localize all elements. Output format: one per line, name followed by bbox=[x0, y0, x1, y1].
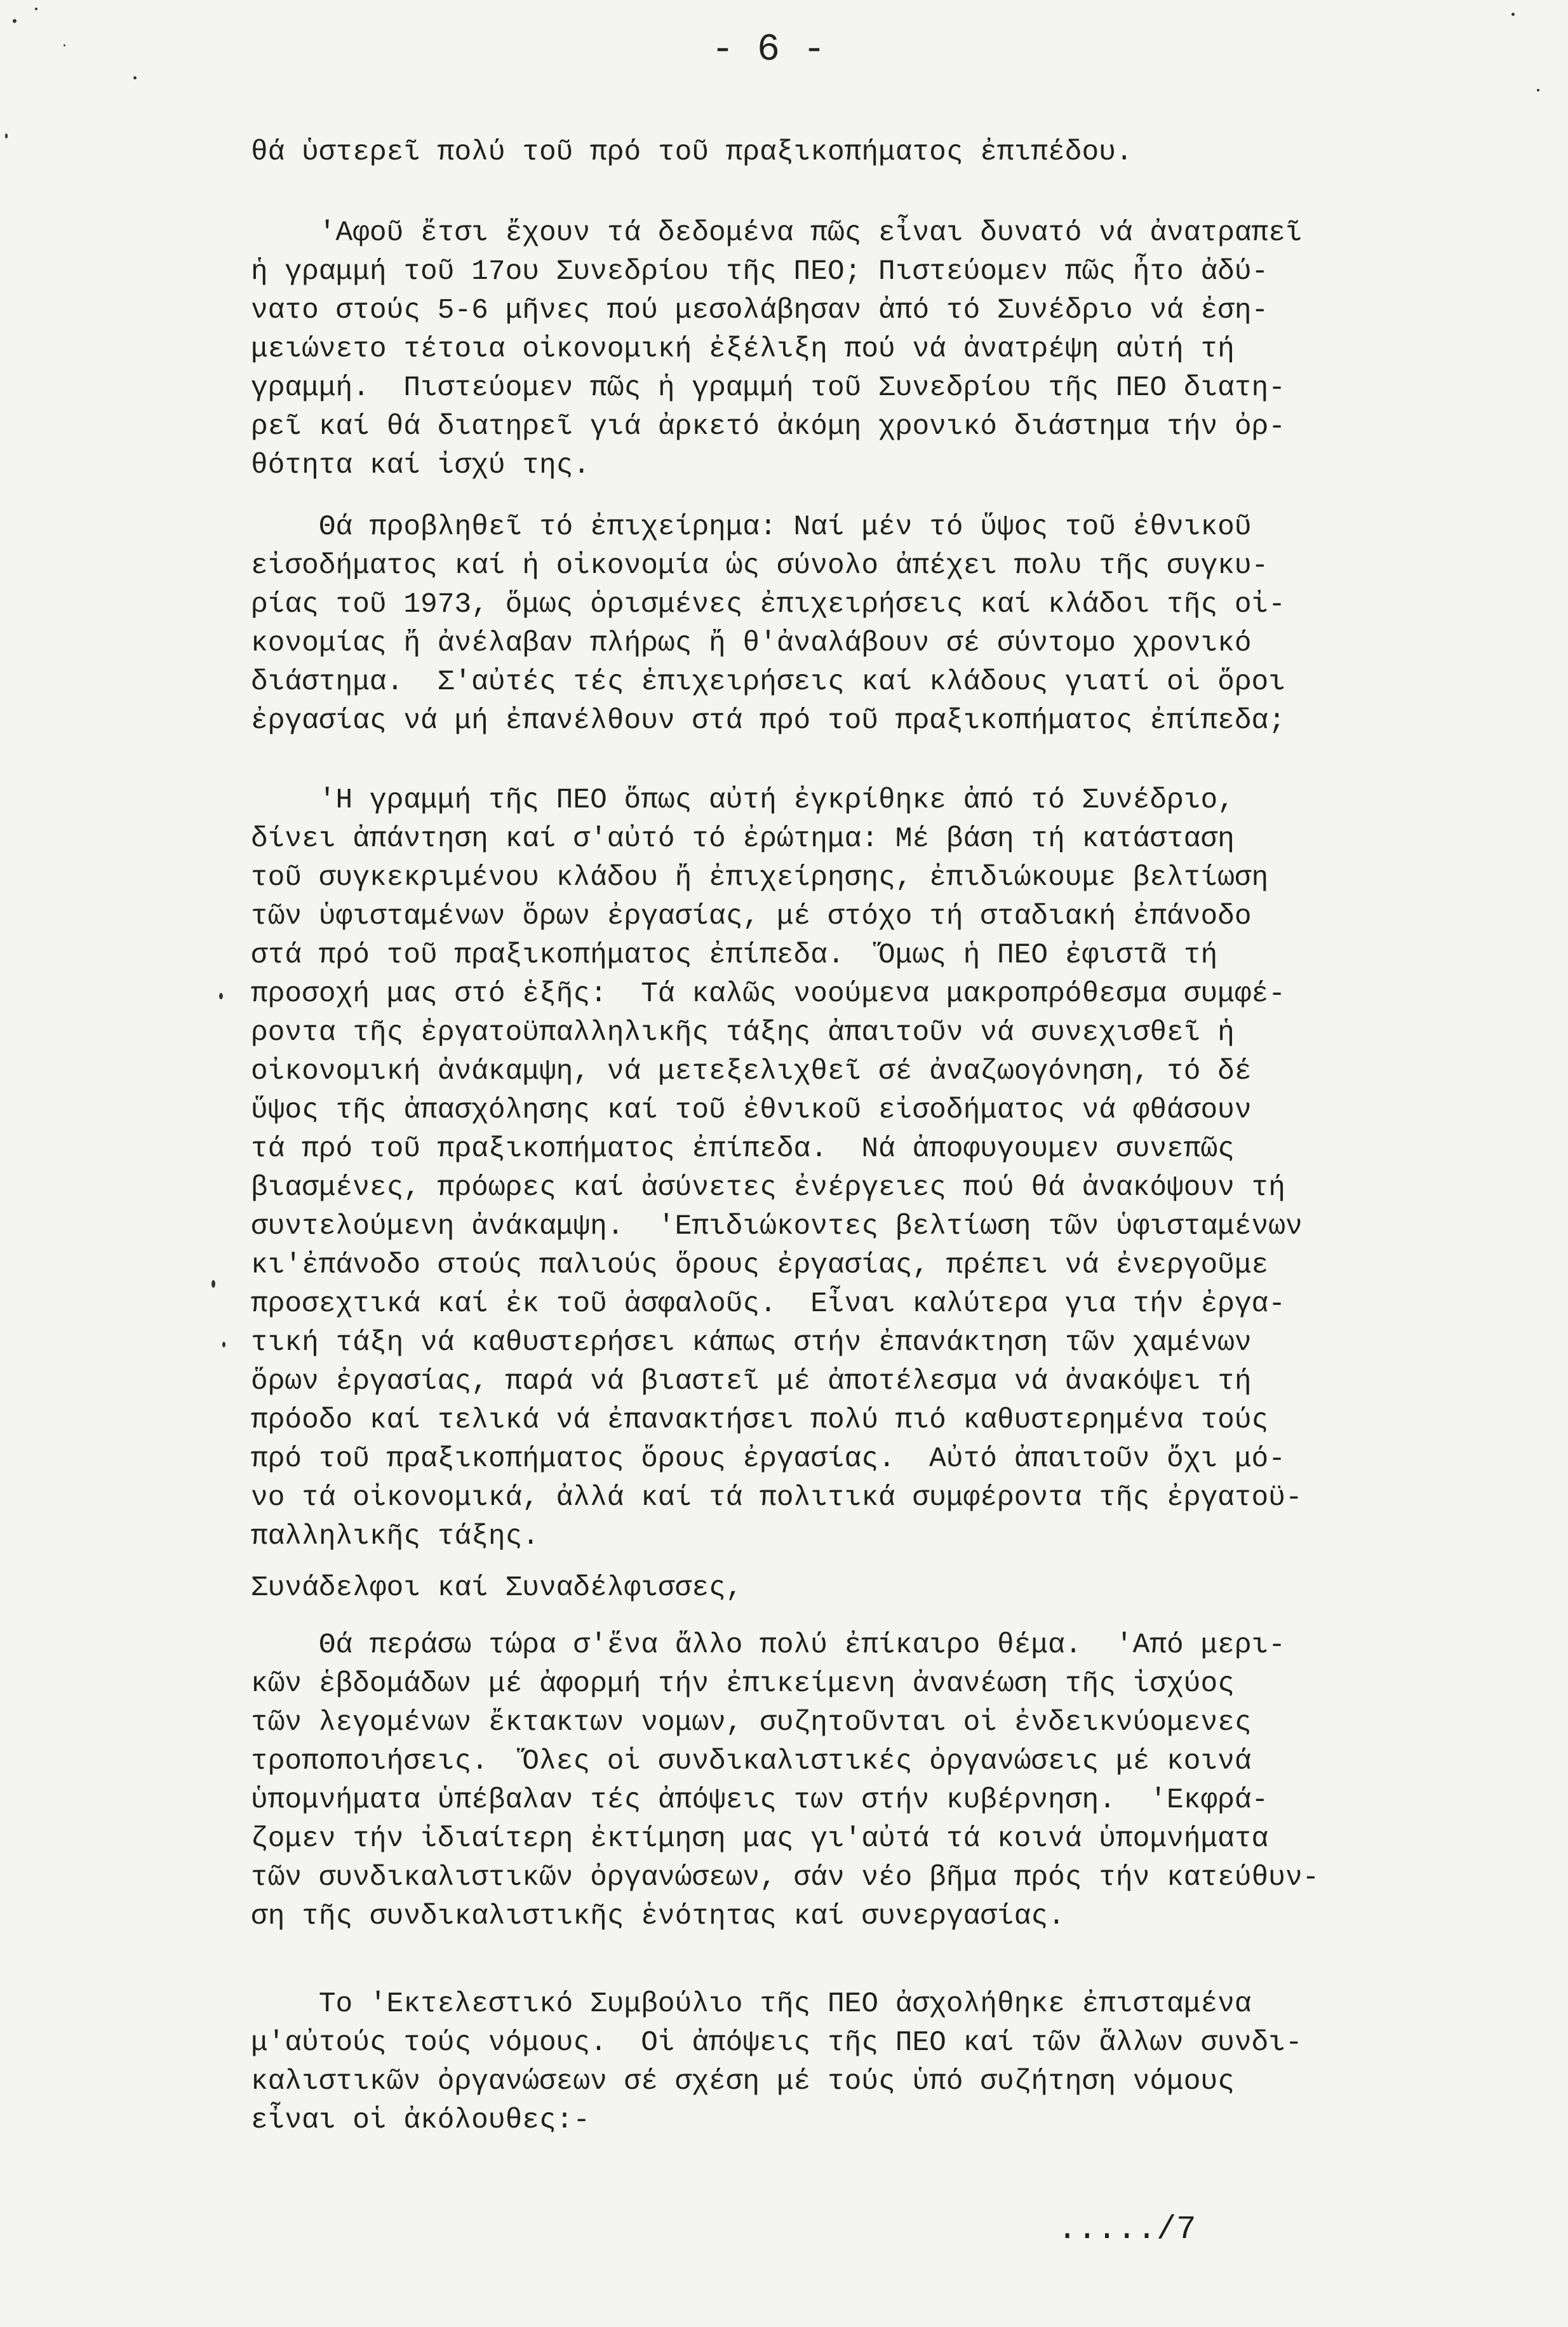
text-line: μειώνετο τέτοια οἰκονομική ἐξέλιξη πού νά ἀνατρέψη αὐτή τή bbox=[251, 334, 1235, 365]
text-line: ὅρων ἐργασίας, παρά νά βιαστεῖ μέ ἀποτέλεσμα νά ἀνακόψει τή bbox=[251, 1366, 1252, 1398]
scan-speck bbox=[133, 76, 137, 79]
paragraph-3 bbox=[251, 508, 1445, 741]
salutation bbox=[251, 1569, 1445, 1608]
text-line: στά πρό τοῦ πραξικοπήματος ἐπίπεδα. Ὅμως ἡ ΠΕΟ ἐφιστᾶ τή bbox=[251, 940, 1218, 971]
text-line: Θά προβληθεῖ τό ἐπιχείρημα: Ναί μέν τό ὕψος τοῦ ἐθνικοῦ bbox=[251, 511, 1252, 543]
text-line: ὑπομνήματα ὑπέβαλαν τές ἀπόψεις των στήν κυβέρνηση. 'Εκφρά- bbox=[251, 1784, 1269, 1816]
text-line: βιασμένες, πρόωρες καί ἀσύνετες ἐνέργειες πού θά ἀνακόψουν τή bbox=[251, 1172, 1285, 1204]
text-line: θότητα καί ἰσχύ της. bbox=[251, 450, 591, 482]
text-line: ὕψος τῆς ἀπασχόλησης καί τοῦ ἐθνικοῦ εἰσοδήματος νά φθάσουν bbox=[251, 1095, 1252, 1126]
text-line: τροποποιήσεις. Ὅλες οἱ συνδικαλιστικές ὀργανώσεις μέ κοινά bbox=[251, 1746, 1252, 1777]
text-line: θά ὑστερεῖ πολύ τοῦ πρό τοῦ πραξικοπήματος ἐπιπέδου. bbox=[251, 137, 1133, 168]
text-line: γραμμή. Πιστεύομεν πῶς ἡ γραμμή τοῦ Συνεδρίου τῆς ΠΕΟ διατη- bbox=[251, 372, 1285, 404]
page-number: - 6 - bbox=[711, 29, 826, 72]
text-line: τῶν ὑφισταμένων ὅρων ἐργασίας, μέ στόχο τή σταδιακή ἐπάνοδο bbox=[251, 901, 1252, 933]
scan-speck bbox=[64, 44, 65, 46]
text-line: Θά περάσω τώρα σ'ἕνα ἄλλο πολύ ἐπίκαιρο θέμα. 'Από μερι- bbox=[251, 1629, 1285, 1661]
text-line: προσοχή μας στό ἑξῆς: Τά καλῶς νοούμενα μακροπρόθεσμα συμφέ- bbox=[251, 978, 1285, 1010]
text-line: ρεῖ καί θά διατηρεῖ γιά ἀρκετό ἀκόμη χρονικό διάστημα τήν ὀρ- bbox=[251, 411, 1285, 443]
text-line: 'Αφοῦ ἔτσι ἔχουν τά δεδομένα πῶς εἶναι δυνατό νά ἀνατραπεῖ bbox=[251, 217, 1303, 249]
scan-speck bbox=[222, 1342, 225, 1347]
text-line: ἐργασίας νά μή ἐπανέλθουν στά πρό τοῦ πραξικοπήματος ἐπίπεδα; bbox=[251, 705, 1285, 737]
text-line: πρόοδο καί τελικά νά ἐπανακτήσει πολύ πιό καθυστερημένα τούς bbox=[251, 1405, 1269, 1436]
text-line: τῶν λεγομένων ἔκτακτων νομων, συζητοῦνται οἱ ἐνδεικνύομενες bbox=[251, 1707, 1252, 1739]
continuation-marker: ...../7 bbox=[1057, 2211, 1196, 2248]
text-line: μ'αὐτούς τούς νόμους. Οἱ ἀπόψεις τῆς ΠΕΟ καί τῶν ἄλλων συνδι- bbox=[251, 2027, 1303, 2059]
text-line: διάστημα. Σ'αὐτές τές ἐπιχειρήσεις καί κλάδους γιατί οἱ ὅροι bbox=[251, 666, 1285, 698]
text-line: ση τῆς συνδικαλιστικῆς ἑνότητας καί συνεργασίας. bbox=[251, 1901, 1065, 1932]
paragraph-4 bbox=[251, 781, 1445, 1556]
text-line: οἰκονομική ἀνάκαμψη, νά μετεξελιχθεῖ σέ ἀναζωογόνηση, τό δέ bbox=[251, 1056, 1252, 1088]
text-line: κῶν ἑβδομάδων μέ ἀφορμή τήν ἐπικείμενη ἀνανέωση τῆς ἰσχύος bbox=[251, 1668, 1235, 1700]
text-line: κονομίας ἤ ἀνέλαβαν πλήρως ἤ θ'ἀναλάβουν σέ σύντομο χρονικό bbox=[251, 628, 1252, 659]
paragraph-1 bbox=[251, 133, 1445, 172]
scan-speck bbox=[1537, 89, 1539, 91]
text-line: δίνει ἀπάντηση καί σ'αὐτό τό ἐρώτημα: Μέ βάση τή κατάσταση bbox=[251, 823, 1235, 855]
text-line: καλιστικῶν ὀργανώσεων σέ σχέση μέ τούς ὑπό συζήτηση νόμους bbox=[251, 2066, 1235, 2098]
text-line: τῶν συνδικαλιστικῶν ὀργανώσεων, σάν νέο βῆμα πρός τήν κατεύθυν- bbox=[251, 1862, 1320, 1894]
text-line: τοῦ συγκεκριμένου κλάδου ἤ ἐπιχείρησης, ἐπιδιώκουμε βελτίωση bbox=[251, 862, 1269, 894]
scan-speck bbox=[35, 8, 37, 10]
text-line: ροντα τῆς ἐργατοϋπαλληλικῆς τάξης ἀπαιτοῦν νά συνεχισθεῖ ἡ bbox=[251, 1017, 1235, 1049]
text-line: κι'ἐπάνοδο στούς παλιούς ὅρους ἐργασίας, πρέπει νά ἐνεργοῦμε bbox=[251, 1250, 1269, 1281]
paragraph-7 bbox=[251, 1985, 1445, 2140]
paragraph-6 bbox=[251, 1626, 1445, 1936]
scan-speck bbox=[13, 19, 17, 23]
text-line: τική τάξη νά καθυστερήσει κάπως στήν ἐπανάκτηση τῶν χαμένων bbox=[251, 1327, 1252, 1359]
scan-speck bbox=[211, 1280, 215, 1288]
text-line: ἡ γραμμή τοῦ 17ου Συνεδρίου τῆς ΠΕΟ; Πιστεύομεν πῶς ἦτο ἀδύ- bbox=[251, 256, 1269, 288]
text-line: πρό τοῦ πραξικοπήματος ὅρους ἐργασίας. Αὐτό ἀπαιτοῦν ὄχι μό- bbox=[251, 1443, 1285, 1475]
paragraph-2 bbox=[251, 214, 1445, 485]
text-line: ρίας τοῦ 1973, ὅμως ὁρισμένες ἐπιχειρήσεις καί κλάδοι τῆς οἰ- bbox=[251, 589, 1285, 621]
text-line: ζομεν τήν ἰδιαίτερη ἐκτίμηση μας γι'αὐτά τά κοινά ὑπομνήματα bbox=[251, 1823, 1269, 1855]
text-line: συντελούμενη ἀνάκαμψη. 'Επιδιώκοντες βελτίωση τῶν ὑφισταμένων bbox=[251, 1211, 1303, 1243]
scan-speck bbox=[5, 133, 8, 138]
text-line: προσεχτικά καί ἐκ τοῦ ἀσφαλοῦς. Εἶναι καλύτερα για τήν ἐργα- bbox=[251, 1288, 1285, 1320]
scan-speck bbox=[1511, 13, 1515, 16]
text-line: εἰσοδήματος καί ἡ οἰκονομία ὡς σύνολο ἀπέχει πολυ τῆς συγκυ- bbox=[251, 550, 1269, 582]
text-line: παλληλικῆς τάξης. bbox=[251, 1521, 539, 1553]
text-line: 'Η γραμμή τῆς ΠΕΟ ὅπως αὐτή ἐγκρίθηκε ἀπό τό Συνέδριο, bbox=[251, 785, 1235, 816]
text-line: νο τά οἰκονομικά, ἀλλά καί τά πολιτικά συμφέροντα τῆς ἐργατοϋ- bbox=[251, 1482, 1303, 1514]
text-line: Συνάδελφοι καί Συναδέλφισσες, bbox=[251, 1572, 743, 1604]
text-line: εἶναι οἱ ἀκόλουθες:- bbox=[251, 2105, 591, 2136]
text-line: Το 'Εκτελεστικό Συμβούλιο τῆς ΠΕΟ ἀσχολήθηκε ἐπισταμένα bbox=[251, 1988, 1252, 2020]
text-line: νατο στούς 5-6 μῆνες πού μεσολάβησαν ἀπό τό Συνέδριο νά ἐση- bbox=[251, 295, 1269, 327]
scan-speck bbox=[219, 993, 223, 999]
text-line: τά πρό τοῦ πραξικοπήματος ἐπίπεδα. Νά ἀποφυγουμεν συνεπῶς bbox=[251, 1133, 1235, 1165]
